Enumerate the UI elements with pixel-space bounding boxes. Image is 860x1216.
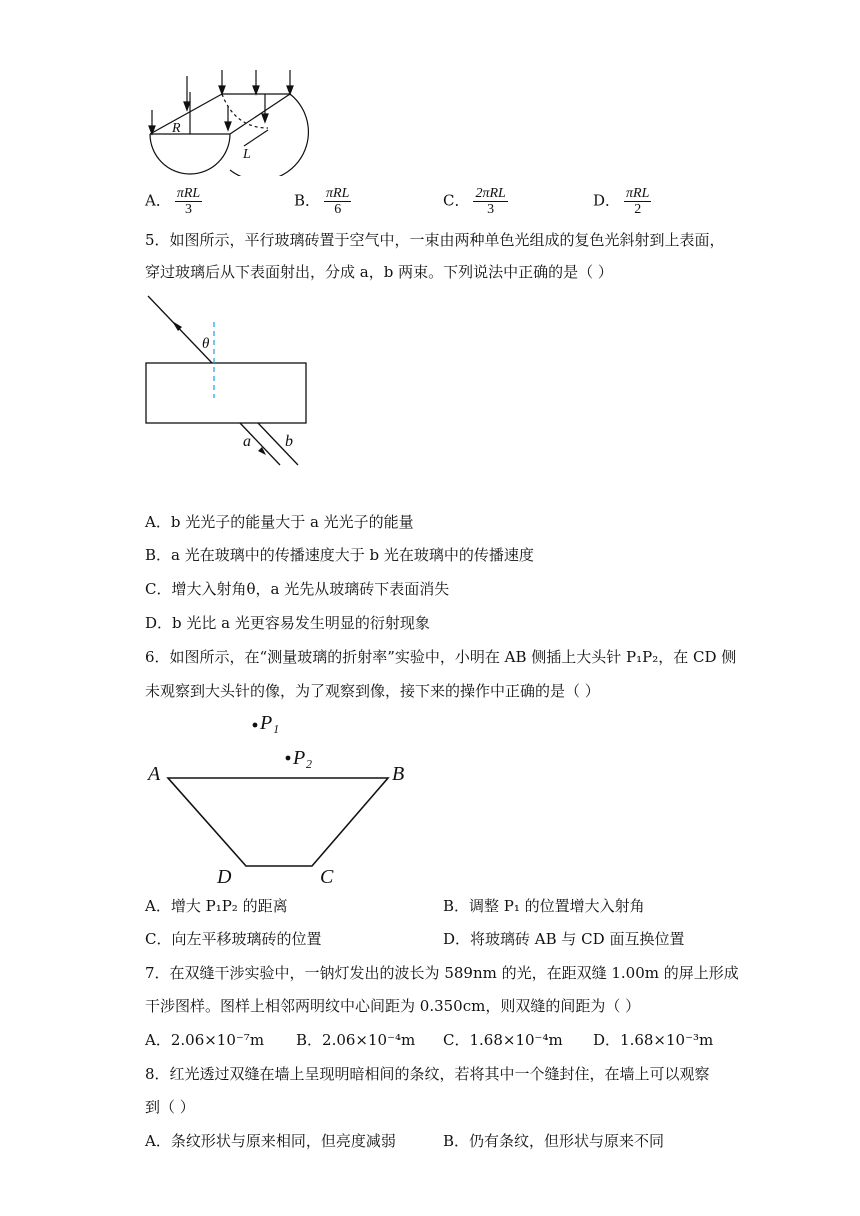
q5-b-label: b (285, 433, 293, 450)
q4-option-a-letter: A． (145, 191, 171, 210)
q6-stem-line2: 未观察到大头针的像，为了观察到像，接下来的操作中正确的是（ ） (145, 682, 600, 700)
q7-stem-line2: 干涉图样。图样上相邻两明纹中心间距为 0.350cm，则双缝的间距为（ ） (145, 997, 641, 1015)
q5-theta-label: θ (202, 336, 210, 352)
q4-option-c-den: 3 (487, 202, 495, 217)
q5-option-d[interactable]: D．b 光比 a 光更容易发生明显的衍射现象 (145, 614, 430, 632)
q6-option-d[interactable]: D．将玻璃砖 AB 与 CD 面互换位置 (443, 930, 685, 948)
q4-option-d-den: 2 (634, 202, 642, 217)
q6-b-label: B (392, 763, 405, 785)
q4-length-label: L (243, 147, 251, 162)
q4-option-c-fraction (473, 186, 507, 217)
q7-option-b[interactable]: B．2.06×10⁻⁴m (296, 1031, 416, 1049)
q4-option-b[interactable] (294, 186, 351, 217)
q4-option-d-fraction (624, 186, 651, 217)
q4-option-c[interactable] (443, 186, 508, 217)
q4-option-d[interactable] (593, 186, 651, 217)
q7-option-a[interactable]: A．2.06×10⁻⁷m (145, 1031, 265, 1049)
q6-option-a[interactable]: A．增大 P₁P₂ 的距离 (145, 897, 288, 915)
q8-stem-line2: 到（ ） (145, 1098, 195, 1116)
q4-half-cylinder-figure (140, 66, 310, 176)
q8-option-a[interactable]: A．条纹形状与原来相同，但亮度减弱 (145, 1132, 396, 1150)
q6-a-label: A (148, 763, 161, 785)
q4-option-b-den: 6 (334, 202, 342, 217)
q5-option-b[interactable]: B．a 光在玻璃中的传播速度大于 b 光在玻璃中的传播速度 (145, 546, 534, 564)
q5-option-a[interactable]: A．b 光光子的能量大于 a 光光子的能量 (145, 513, 414, 531)
q5-option-c[interactable]: C．增大入射角θ，a 光先从玻璃砖下表面消失 (145, 580, 450, 598)
q4-option-a-num: πRL (176, 186, 201, 201)
q6-trapezoid-figure (140, 706, 430, 892)
q6-p1-label: P₁ (260, 712, 280, 734)
q6-d-label: D (217, 866, 232, 888)
q5-stem-line2: 穿过玻璃后从下表面射出，分成 a，b 两束。下列说法中正确的是（ ） (145, 263, 613, 281)
q6-p2-label: P₂ (293, 747, 313, 769)
q5-glass-slab-figure (140, 290, 320, 470)
q4-radius-label: R (172, 121, 181, 136)
q8-option-b[interactable]: B．仍有条纹，但形状与原来不同 (443, 1132, 665, 1150)
q4-option-a-fraction (175, 186, 202, 217)
q4-option-a-den: 3 (185, 202, 193, 217)
q6-c-label: C (320, 866, 334, 888)
q6-option-b[interactable]: B．调整 P₁ 的位置增大入射角 (443, 897, 645, 915)
q7-option-d[interactable]: D．1.68×10⁻³m (593, 1031, 714, 1049)
q6-stem-line1: 6．如图所示，在“测量玻璃的折射率”实验中，小明在 AB 侧插上大头针 P₁P₂，在 CD 侧 (145, 648, 737, 666)
q4-option-c-letter: C． (443, 191, 470, 210)
q7-option-c[interactable]: C．1.68×10⁻⁴m (443, 1031, 563, 1049)
q4-option-b-fraction (324, 186, 351, 217)
q4-option-d-num: πRL (626, 186, 650, 201)
q5-stem-line1: 5．如图所示，平行玻璃砖置于空气中，一束由两种单色光组成的复色光斜射到上表面， (145, 231, 725, 249)
q5-a-label: a (243, 433, 251, 450)
q8-stem-line1: 8．红光透过双缝在墙上呈现明暗相间的条纹，若将其中一个缝封住，在墙上可以观察 (145, 1065, 710, 1083)
q4-option-d-letter: D． (593, 191, 621, 210)
q6-option-c[interactable]: C．向左平移玻璃砖的位置 (145, 930, 322, 948)
q4-option-c-num: 2πRL (475, 186, 506, 201)
q4-option-b-letter: B． (294, 191, 321, 210)
q7-stem-line1: 7．在双缝干涉实验中，一钠灯发出的波长为 589nm 的光，在距双缝 1.00m 的屏上形成 (145, 964, 739, 982)
q4-option-b-num: πRL (326, 186, 350, 201)
q4-option-a[interactable] (145, 186, 202, 217)
